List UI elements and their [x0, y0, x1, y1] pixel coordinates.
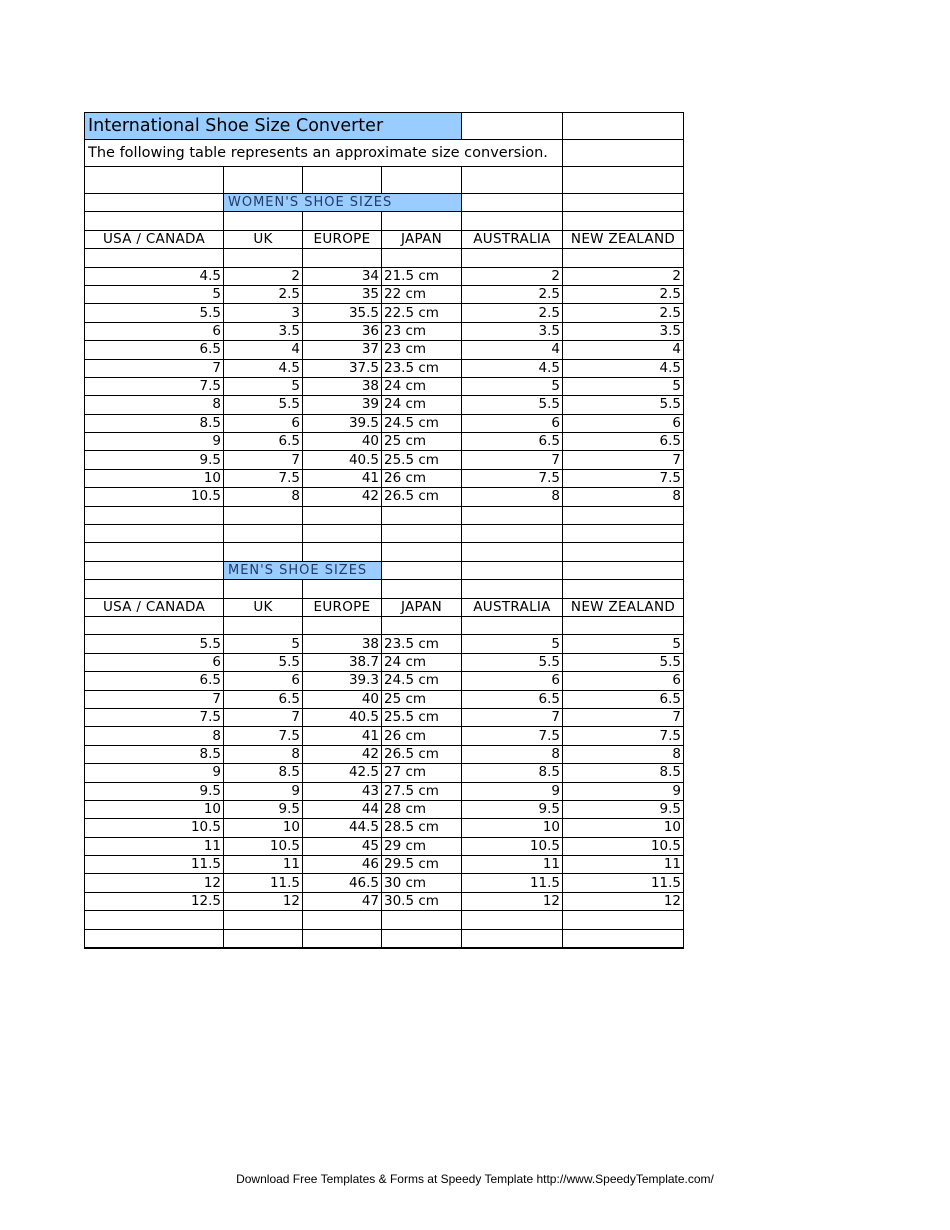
table-cell: 21.5 cm	[382, 267, 462, 285]
table-cell: 11.5	[224, 874, 303, 892]
table-cell: 8	[85, 396, 224, 414]
table-cell: 5.5	[224, 653, 303, 671]
table-cell: 8.5	[85, 414, 224, 432]
table-cell: 7	[462, 451, 563, 469]
table-cell: 7.5	[224, 469, 303, 487]
table-cell: 41	[303, 727, 382, 745]
table-cell: 26.5 cm	[382, 488, 462, 506]
table-cell: 6	[563, 672, 684, 690]
table-row	[85, 745, 684, 763]
table-cell: 6	[224, 672, 303, 690]
table-cell: 43	[303, 782, 382, 800]
table-cell: 30 cm	[382, 874, 462, 892]
table-cell: 7.5	[563, 727, 684, 745]
table-cell: 7.5	[85, 708, 224, 726]
table-cell: 5.5	[224, 396, 303, 414]
table-cell: 8	[224, 488, 303, 506]
table-cell: 2	[563, 267, 684, 285]
table-cell: 10.5	[85, 488, 224, 506]
column-header: JAPAN	[382, 598, 462, 616]
table-cell: 7	[85, 690, 224, 708]
shoe-size-table	[84, 112, 684, 949]
table-row	[85, 800, 684, 818]
table-cell: 5	[224, 635, 303, 653]
table-cell: 46.5	[303, 874, 382, 892]
table-cell: 26.5 cm	[382, 745, 462, 763]
table-cell: 38	[303, 377, 382, 395]
spacer-row	[85, 543, 684, 561]
table-cell: 25.5 cm	[382, 708, 462, 726]
column-header: AUSTRALIA	[462, 598, 563, 616]
table-cell: 5	[462, 377, 563, 395]
table-cell: 41	[303, 469, 382, 487]
table-cell: 24.5 cm	[382, 672, 462, 690]
table-row	[85, 285, 684, 303]
table-cell: 35.5	[303, 304, 382, 322]
table-cell: 40	[303, 433, 382, 451]
table-cell: 44.5	[303, 819, 382, 837]
table-cell: 23 cm	[382, 341, 462, 359]
column-header: NEW ZEALAND	[563, 230, 684, 248]
table-cell: 40.5	[303, 451, 382, 469]
table-row	[85, 451, 684, 469]
table-cell: 27.5 cm	[382, 782, 462, 800]
table-cell: 9	[462, 782, 563, 800]
table-cell: 27 cm	[382, 764, 462, 782]
table-cell: 24 cm	[382, 377, 462, 395]
table-cell: 8.5	[462, 764, 563, 782]
table-cell: 45	[303, 837, 382, 855]
table-cell: 8.5	[563, 764, 684, 782]
table-cell: 9.5	[224, 800, 303, 818]
table-cell: 7	[224, 708, 303, 726]
spacer-row	[85, 249, 684, 267]
table-cell: 47	[303, 892, 382, 910]
table-cell: 5	[563, 377, 684, 395]
table-cell: 6.5	[563, 433, 684, 451]
table-cell: 22 cm	[382, 285, 462, 303]
table-cell: 4.5	[224, 359, 303, 377]
footer-text: Download Free Templates & Forms at Speedy Template http://www.SpeedyTemplate.com/	[236, 1172, 714, 1186]
table-cell: 8	[563, 488, 684, 506]
table-cell: 3.5	[563, 322, 684, 340]
table-cell: 6	[462, 672, 563, 690]
table-cell: 37.5	[303, 359, 382, 377]
table-cell: 11	[462, 856, 563, 874]
title-row	[85, 113, 684, 140]
table-row	[85, 267, 684, 285]
table-cell: 3	[224, 304, 303, 322]
table-cell: 23.5 cm	[382, 359, 462, 377]
spacer-row	[85, 929, 684, 947]
table-cell: 46	[303, 856, 382, 874]
table-cell: 7	[563, 451, 684, 469]
table-cell: 6	[563, 414, 684, 432]
table-row	[85, 837, 684, 855]
table-cell: 11	[563, 856, 684, 874]
table-cell: 12.5	[85, 892, 224, 910]
table-cell: 9.5	[85, 451, 224, 469]
table-cell: 30.5 cm	[382, 892, 462, 910]
table-cell: 26 cm	[382, 727, 462, 745]
table-cell: 2.5	[563, 304, 684, 322]
column-header: USA / CANADA	[85, 598, 224, 616]
table-cell: 10.5	[224, 837, 303, 855]
table-cell: 23.5 cm	[382, 635, 462, 653]
table-cell: 3.5	[224, 322, 303, 340]
table-cell: 40.5	[303, 708, 382, 726]
spacer-row	[85, 167, 684, 194]
table-cell: 8.5	[85, 745, 224, 763]
table-row	[85, 653, 684, 671]
table-cell: 6.5	[563, 690, 684, 708]
table-cell: 35	[303, 285, 382, 303]
table-cell: 7	[85, 359, 224, 377]
table-row	[85, 892, 684, 910]
men-section-heading: MEN'S SHOE SIZES	[224, 561, 382, 579]
table-cell: 39	[303, 396, 382, 414]
table-cell: 8.5	[224, 764, 303, 782]
table-row	[85, 304, 684, 322]
table-cell: 2	[462, 267, 563, 285]
table-row	[85, 377, 684, 395]
table-cell: 5.5	[85, 635, 224, 653]
table-cell: 38.7	[303, 653, 382, 671]
table-cell: 42.5	[303, 764, 382, 782]
spacer-row	[85, 616, 684, 634]
table-row	[85, 690, 684, 708]
table-cell: 37	[303, 341, 382, 359]
table-cell: 4	[462, 341, 563, 359]
table-cell: 5	[462, 635, 563, 653]
column-header: NEW ZEALAND	[563, 598, 684, 616]
men-heading-row	[85, 561, 684, 579]
table-cell: 10.5	[462, 837, 563, 855]
table-cell: 5.5	[563, 396, 684, 414]
table-cell: 2.5	[462, 304, 563, 322]
table-cell: 3.5	[462, 322, 563, 340]
table-cell: 12	[462, 892, 563, 910]
table-cell: 10	[85, 800, 224, 818]
table-row	[85, 708, 684, 726]
table-cell: 9	[85, 433, 224, 451]
table-row	[85, 396, 684, 414]
table-cell: 10	[563, 819, 684, 837]
table-cell: 12	[224, 892, 303, 910]
column-header: JAPAN	[382, 230, 462, 248]
table-cell: 5	[224, 377, 303, 395]
table-cell: 7.5	[224, 727, 303, 745]
table-cell: 6.5	[224, 690, 303, 708]
table-cell: 11.5	[563, 874, 684, 892]
table-cell: 9.5	[85, 782, 224, 800]
table-row	[85, 635, 684, 653]
table-cell: 10.5	[563, 837, 684, 855]
table-row	[85, 672, 684, 690]
table-cell: 11.5	[85, 856, 224, 874]
spacer-row	[85, 212, 684, 230]
table-cell: 29 cm	[382, 837, 462, 855]
subtitle: The following table represents an approximate size conversion.	[85, 140, 563, 167]
table-cell: 26 cm	[382, 469, 462, 487]
table-cell: 5	[563, 635, 684, 653]
table-row	[85, 856, 684, 874]
table-cell: 7.5	[462, 727, 563, 745]
table-cell: 11.5	[462, 874, 563, 892]
table-row	[85, 341, 684, 359]
table-cell: 25.5 cm	[382, 451, 462, 469]
table-cell: 7.5	[85, 377, 224, 395]
spacer-row	[85, 580, 684, 598]
table-cell: 23 cm	[382, 322, 462, 340]
table-cell: 11	[224, 856, 303, 874]
table-cell: 7	[462, 708, 563, 726]
table-cell: 25 cm	[382, 690, 462, 708]
table-cell: 8	[224, 745, 303, 763]
table-cell: 38	[303, 635, 382, 653]
table-row	[85, 819, 684, 837]
women-section-heading: WOMEN'S SHOE SIZES	[224, 194, 462, 212]
table-cell: 7.5	[462, 469, 563, 487]
column-header: UK	[224, 230, 303, 248]
table-row	[85, 764, 684, 782]
women-heading-row	[85, 194, 684, 212]
table-row	[85, 322, 684, 340]
table-cell: 39.5	[303, 414, 382, 432]
table-cell: 4.5	[462, 359, 563, 377]
table-row	[85, 782, 684, 800]
table-cell: 9	[85, 764, 224, 782]
page-title: International Shoe Size Converter	[85, 113, 462, 140]
table-cell: 4	[563, 341, 684, 359]
spacer-row	[85, 525, 684, 543]
table-cell: 5.5	[462, 396, 563, 414]
women-column-header-row	[85, 230, 684, 248]
table-cell: 6.5	[462, 690, 563, 708]
table-cell: 28.5 cm	[382, 819, 462, 837]
table-cell: 44	[303, 800, 382, 818]
men-column-header-row	[85, 598, 684, 616]
table-row	[85, 727, 684, 745]
table-cell: 8	[462, 488, 563, 506]
table-cell: 10	[85, 469, 224, 487]
column-header: UK	[224, 598, 303, 616]
table-cell: 2.5	[224, 285, 303, 303]
table-cell: 6.5	[85, 341, 224, 359]
table-cell: 22.5 cm	[382, 304, 462, 322]
table-row	[85, 469, 684, 487]
table-cell: 6.5	[462, 433, 563, 451]
table-cell: 2.5	[563, 285, 684, 303]
table-cell: 8	[563, 745, 684, 763]
column-header: EUROPE	[303, 598, 382, 616]
table-row	[85, 359, 684, 377]
table-row	[85, 488, 684, 506]
column-header: AUSTRALIA	[462, 230, 563, 248]
table-cell: 28 cm	[382, 800, 462, 818]
spacer-row	[85, 911, 684, 929]
table-cell: 10	[224, 819, 303, 837]
table-cell: 7.5	[563, 469, 684, 487]
table-cell: 5.5	[85, 304, 224, 322]
table-cell: 4.5	[563, 359, 684, 377]
table-cell: 40	[303, 690, 382, 708]
table-row	[85, 874, 684, 892]
table-row	[85, 414, 684, 432]
table-cell: 24 cm	[382, 653, 462, 671]
column-header: EUROPE	[303, 230, 382, 248]
table-cell: 36	[303, 322, 382, 340]
table-cell: 12	[563, 892, 684, 910]
column-header: USA / CANADA	[85, 230, 224, 248]
table-cell: 8	[85, 727, 224, 745]
table-cell: 10.5	[85, 819, 224, 837]
table-cell: 25 cm	[382, 433, 462, 451]
table-cell: 5.5	[563, 653, 684, 671]
table-cell: 12	[85, 874, 224, 892]
table-cell: 8	[462, 745, 563, 763]
table-cell: 7	[224, 451, 303, 469]
table-cell: 24.5 cm	[382, 414, 462, 432]
subtitle-row	[85, 140, 684, 167]
table-cell: 6	[224, 414, 303, 432]
table-cell: 9.5	[462, 800, 563, 818]
table-cell: 2.5	[462, 285, 563, 303]
table-cell: 9	[224, 782, 303, 800]
table-cell: 24 cm	[382, 396, 462, 414]
table-cell: 6.5	[224, 433, 303, 451]
table-cell: 42	[303, 745, 382, 763]
table-cell: 34	[303, 267, 382, 285]
table-cell: 6	[85, 322, 224, 340]
table-cell: 6	[462, 414, 563, 432]
table-cell: 11	[85, 837, 224, 855]
table-cell: 6	[85, 653, 224, 671]
table-cell: 7	[563, 708, 684, 726]
table-cell: 5	[85, 285, 224, 303]
spacer-row	[85, 506, 684, 524]
table-cell: 6.5	[85, 672, 224, 690]
table-cell: 10	[462, 819, 563, 837]
table-cell: 42	[303, 488, 382, 506]
table-cell: 9	[563, 782, 684, 800]
table-cell: 29.5 cm	[382, 856, 462, 874]
table-cell: 9.5	[563, 800, 684, 818]
table-cell: 4.5	[85, 267, 224, 285]
table-cell: 2	[224, 267, 303, 285]
table-cell: 5.5	[462, 653, 563, 671]
table-row	[85, 433, 684, 451]
table-cell: 4	[224, 341, 303, 359]
table-cell: 39.3	[303, 672, 382, 690]
